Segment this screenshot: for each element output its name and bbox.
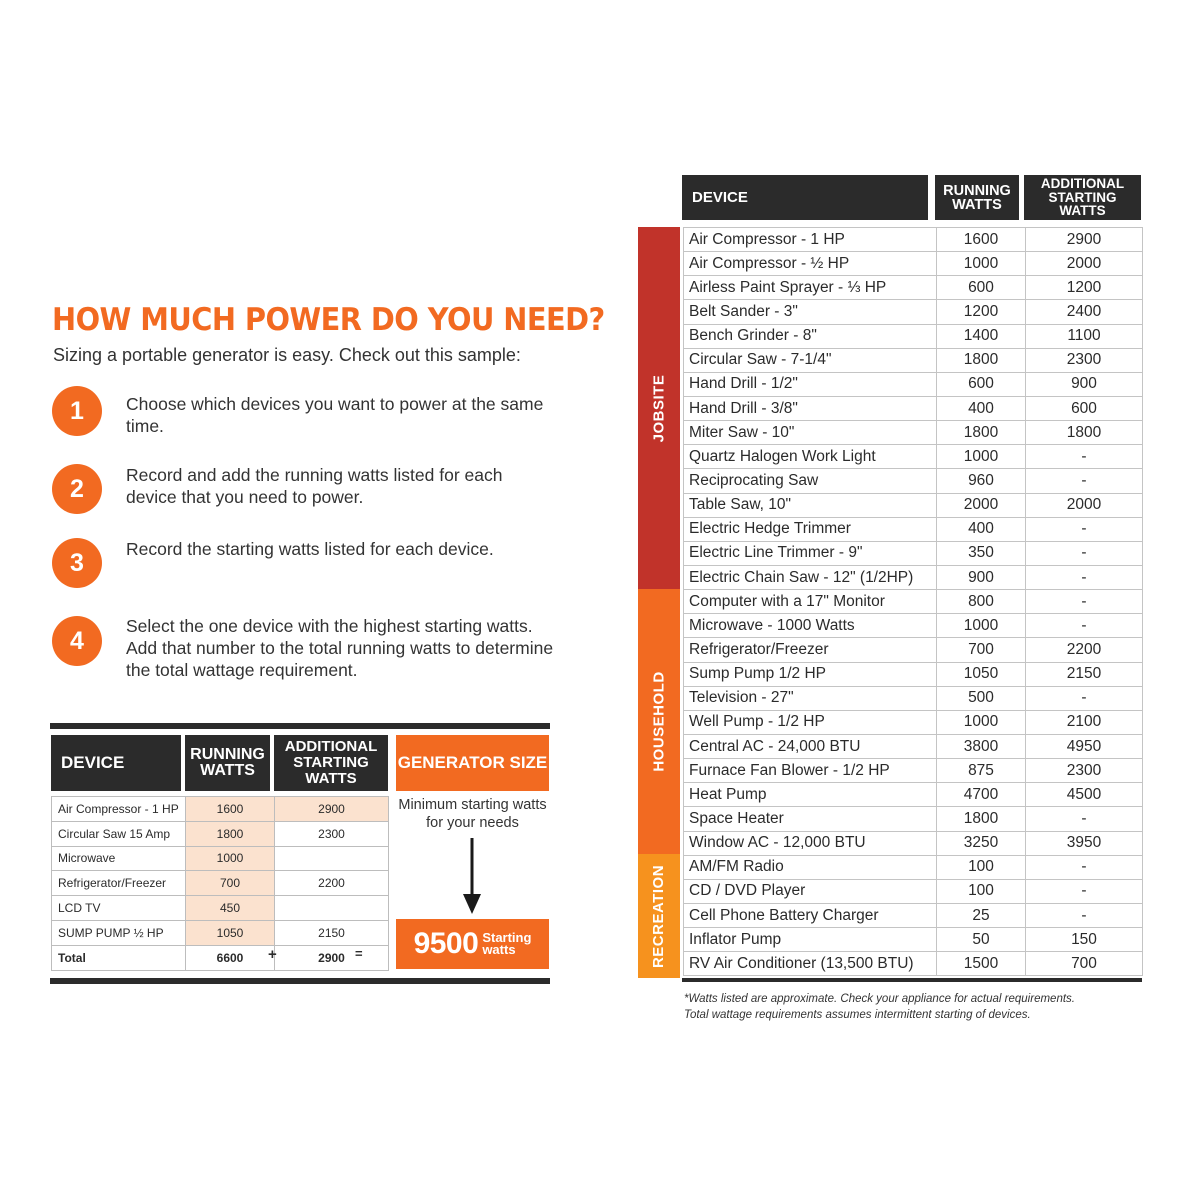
- table-row: [684, 324, 1143, 348]
- table-row: [684, 541, 1143, 565]
- cell-running: 600: [937, 372, 1026, 396]
- cell-device: LCD TV: [52, 896, 186, 921]
- step-2: [52, 464, 572, 524]
- cell-additional: -: [1026, 565, 1143, 589]
- cell-running: 1600: [186, 797, 275, 822]
- step-number-badge: 4: [52, 616, 102, 666]
- cell-additional: -: [1026, 445, 1143, 469]
- main-header-device: DEVICE: [682, 175, 928, 220]
- table-row: [684, 445, 1143, 469]
- cell-running: 900: [937, 565, 1026, 589]
- cell-device: Belt Sander - 3": [684, 300, 937, 324]
- main-bottom-rule: [682, 978, 1142, 982]
- cell-running: 1050: [937, 662, 1026, 686]
- cell-additional: 2300: [275, 821, 389, 846]
- table-row: [684, 928, 1143, 952]
- cell-additional: 2300: [1026, 759, 1143, 783]
- table-row: [52, 871, 389, 896]
- table-row: [684, 734, 1143, 758]
- cell-device: Furnace Fan Blower - 1/2 HP: [684, 759, 937, 783]
- sample-top-rule: [50, 723, 550, 729]
- table-row: [684, 252, 1143, 276]
- footnote: [684, 991, 1075, 1023]
- cell-device: Television - 27": [684, 686, 937, 710]
- cell-device: Inflator Pump: [684, 928, 937, 952]
- cell-additional: 4950: [1026, 734, 1143, 758]
- down-arrow-icon: [462, 838, 482, 914]
- cell-additional: 2900: [1026, 228, 1143, 252]
- sample-header-additional: ADDITIONAL STARTING WATTS: [274, 735, 388, 791]
- cell-running: 875: [937, 759, 1026, 783]
- cell-additional: -: [1026, 903, 1143, 927]
- cell-additional: 2200: [275, 871, 389, 896]
- cell-additional: 1200: [1026, 276, 1143, 300]
- cell-additional: 1800: [1026, 421, 1143, 445]
- cell-additional: -: [1026, 807, 1143, 831]
- category-household: [638, 589, 680, 854]
- table-row: [684, 396, 1143, 420]
- cell-device: Quartz Halogen Work Light: [684, 445, 937, 469]
- step-number-badge: 1: [52, 386, 102, 436]
- total-label: Total: [52, 945, 186, 970]
- cell-additional: -: [1026, 686, 1143, 710]
- total-running: 6600: [186, 945, 275, 970]
- cell-additional: 3950: [1026, 831, 1143, 855]
- cell-running: 3250: [937, 831, 1026, 855]
- table-row: [684, 855, 1143, 879]
- category-label: RECREATION: [650, 864, 668, 968]
- cell-running: 1600: [937, 228, 1026, 252]
- table-row: [684, 807, 1143, 831]
- cell-running: 1800: [937, 348, 1026, 372]
- footnote-line-1: *Watts listed are approximate. Check your appliance for actual requirements.: [684, 993, 1075, 1005]
- cell-device: Circular Saw - 7-1/4": [684, 348, 937, 372]
- category-label: HOUSEHOLD: [650, 671, 668, 772]
- table-row: [52, 846, 389, 871]
- table-row: [52, 920, 389, 945]
- generator-note: Minimum starting watts for your needs: [398, 797, 547, 831]
- step-text: Choose which devices you want to power at the same time.: [126, 394, 544, 436]
- cell-additional: 2100: [1026, 710, 1143, 734]
- cell-running: 1000: [937, 252, 1026, 276]
- cell-device: Refrigerator/Freezer: [684, 638, 937, 662]
- cell-device: Electric Line Trimmer - 9": [684, 541, 937, 565]
- table-row: [684, 565, 1143, 589]
- cell-device: AM/FM Radio: [684, 855, 937, 879]
- step-number-badge: 2: [52, 464, 102, 514]
- table-row: [684, 879, 1143, 903]
- cell-additional: 150: [1026, 928, 1143, 952]
- cell-running: 960: [937, 469, 1026, 493]
- step-text: Select the one device with the highest starting watts. Add that number to the total running watts to determine the total wattage requirement.: [126, 616, 554, 680]
- cell-running: 1050: [186, 920, 275, 945]
- sample-bottom-rule: [50, 978, 550, 984]
- cell-device: Hand Drill - 3/8": [684, 396, 937, 420]
- cell-device: RV Air Conditioner (13,500 BTU): [684, 952, 937, 976]
- table-row: [52, 797, 389, 822]
- main-header-additional: ADDITIONAL STARTING WATTS: [1024, 175, 1141, 220]
- cell-device: Air Compressor - 1 HP: [684, 228, 937, 252]
- cell-device: Circular Saw 15 Amp: [52, 821, 186, 846]
- table-row: [684, 662, 1143, 686]
- total-row: [52, 945, 389, 970]
- table-row: [52, 821, 389, 846]
- step-number-badge: 3: [52, 538, 102, 588]
- cell-running: 2000: [937, 493, 1026, 517]
- cell-additional: 2300: [1026, 348, 1143, 372]
- sample-table: [51, 796, 389, 971]
- cell-device: Table Saw, 10": [684, 493, 937, 517]
- cell-running: 1000: [937, 614, 1026, 638]
- cell-additional: -: [1026, 879, 1143, 903]
- cell-running: 3800: [937, 734, 1026, 758]
- cell-device: Microwave - 1000 Watts: [684, 614, 937, 638]
- cell-running: 400: [937, 517, 1026, 541]
- step-text: Record the starting watts listed for each device.: [126, 539, 494, 559]
- cell-additional: 1100: [1026, 324, 1143, 348]
- generator-size-result: [396, 919, 549, 969]
- cell-running: 450: [186, 896, 275, 921]
- step-text: Record and add the running watts listed for each device that you need to power.: [126, 465, 503, 507]
- sample-header-generator: GENERATOR SIZE: [396, 735, 549, 791]
- plus-sign: +: [268, 946, 277, 963]
- table-row: [684, 421, 1143, 445]
- cell-additional: -: [1026, 541, 1143, 565]
- table-row: [684, 686, 1143, 710]
- step-3: [52, 538, 572, 598]
- table-row: [684, 710, 1143, 734]
- cell-device: Sump Pump 1/2 HP: [684, 662, 937, 686]
- cell-additional: 2000: [1026, 493, 1143, 517]
- cell-running: 400: [937, 396, 1026, 420]
- cell-device: Air Compressor - 1 HP: [52, 797, 186, 822]
- cell-running: 1000: [937, 710, 1026, 734]
- cell-running: 100: [937, 855, 1026, 879]
- cell-device: Reciprocating Saw: [684, 469, 937, 493]
- cell-device: Miter Saw - 10": [684, 421, 937, 445]
- cell-additional: -: [1026, 614, 1143, 638]
- table-row: [684, 614, 1143, 638]
- generator-unit: [482, 932, 531, 956]
- table-row: [684, 469, 1143, 493]
- cell-device: Airless Paint Sprayer - ⅓ HP: [684, 276, 937, 300]
- cell-running: 1000: [937, 445, 1026, 469]
- category-jobsite: [638, 227, 680, 589]
- cell-running: 700: [937, 638, 1026, 662]
- generator-unit-line1: Starting: [482, 930, 532, 945]
- cell-additional: 600: [1026, 396, 1143, 420]
- sample-header-running: RUNNING WATTS: [185, 735, 270, 791]
- table-row: [52, 896, 389, 921]
- cell-running: 1200: [937, 300, 1026, 324]
- cell-device: SUMP PUMP ½ HP: [52, 920, 186, 945]
- page-subtitle: Sizing a portable generator is easy. Check out this sample:: [53, 345, 521, 365]
- cell-device: Microwave: [52, 846, 186, 871]
- page-title: HOW MUCH POWER DO YOU NEED?: [52, 302, 605, 338]
- cell-device: Hand Drill - 1/2": [684, 372, 937, 396]
- main-header-running: RUNNING WATTS: [935, 175, 1019, 220]
- cell-additional: -: [1026, 469, 1143, 493]
- table-row: [684, 372, 1143, 396]
- wattage-table: [683, 227, 1143, 976]
- cell-device: Bench Grinder - 8": [684, 324, 937, 348]
- cell-running: 1400: [937, 324, 1026, 348]
- cell-running: 700: [186, 871, 275, 896]
- cell-device: CD / DVD Player: [684, 879, 937, 903]
- table-row: [684, 517, 1143, 541]
- table-row: [684, 638, 1143, 662]
- cell-device: Cell Phone Battery Charger: [684, 903, 937, 927]
- cell-additional: 2200: [1026, 638, 1143, 662]
- table-row: [684, 590, 1143, 614]
- cell-running: 1800: [186, 821, 275, 846]
- category-recreation: [638, 854, 680, 978]
- cell-running: 50: [937, 928, 1026, 952]
- category-label: JOBSITE: [650, 374, 668, 442]
- table-row: [684, 783, 1143, 807]
- step-4: [52, 616, 572, 680]
- cell-running: 350: [937, 541, 1026, 565]
- cell-device: Well Pump - 1/2 HP: [684, 710, 937, 734]
- footnote-line-2: Total wattage requirements assumes intermittent starting of devices.: [684, 1009, 1031, 1021]
- cell-running: 500: [937, 686, 1026, 710]
- cell-device: Refrigerator/Freezer: [52, 871, 186, 896]
- cell-running: 25: [937, 903, 1026, 927]
- cell-device: Air Compressor - ½ HP: [684, 252, 937, 276]
- cell-device: Heat Pump: [684, 783, 937, 807]
- equals-sign: =: [355, 946, 363, 961]
- cell-running: 1800: [937, 807, 1026, 831]
- cell-additional: -: [1026, 517, 1143, 541]
- table-row: [684, 276, 1143, 300]
- table-row: [684, 903, 1143, 927]
- cell-additional: 4500: [1026, 783, 1143, 807]
- table-row: [684, 831, 1143, 855]
- table-row: [684, 348, 1143, 372]
- cell-device: Space Heater: [684, 807, 937, 831]
- cell-additional: [275, 846, 389, 871]
- cell-additional: -: [1026, 855, 1143, 879]
- table-row: [684, 759, 1143, 783]
- sample-header-device: DEVICE: [51, 735, 181, 791]
- cell-additional: 2150: [1026, 662, 1143, 686]
- cell-running: 100: [937, 879, 1026, 903]
- cell-device: Central AC - 24,000 BTU: [684, 734, 937, 758]
- step-1: [52, 386, 572, 446]
- table-row: [684, 493, 1143, 517]
- table-row: [684, 228, 1143, 252]
- generator-value: 9500: [413, 927, 479, 960]
- table-row: [684, 300, 1143, 324]
- cell-additional: 2400: [1026, 300, 1143, 324]
- cell-running: 1500: [937, 952, 1026, 976]
- cell-additional: -: [1026, 590, 1143, 614]
- cell-device: Window AC - 12,000 BTU: [684, 831, 937, 855]
- cell-running: 800: [937, 590, 1026, 614]
- cell-running: 1800: [937, 421, 1026, 445]
- table-row: [684, 952, 1143, 976]
- cell-device: Electric Chain Saw - 12" (1/2HP): [684, 565, 937, 589]
- cell-additional: 700: [1026, 952, 1143, 976]
- cell-additional: 900: [1026, 372, 1143, 396]
- cell-running: 1000: [186, 846, 275, 871]
- cell-additional: 2000: [1026, 252, 1143, 276]
- cell-running: 600: [937, 276, 1026, 300]
- cell-device: Computer with a 17" Monitor: [684, 590, 937, 614]
- cell-additional: 2150: [275, 920, 389, 945]
- cell-additional: 2900: [275, 797, 389, 822]
- cell-additional: [275, 896, 389, 921]
- generator-unit-line2: watts: [482, 942, 516, 957]
- cell-device: Electric Hedge Trimmer: [684, 517, 937, 541]
- cell-running: 4700: [937, 783, 1026, 807]
- total-additional: 2900: [275, 945, 389, 970]
